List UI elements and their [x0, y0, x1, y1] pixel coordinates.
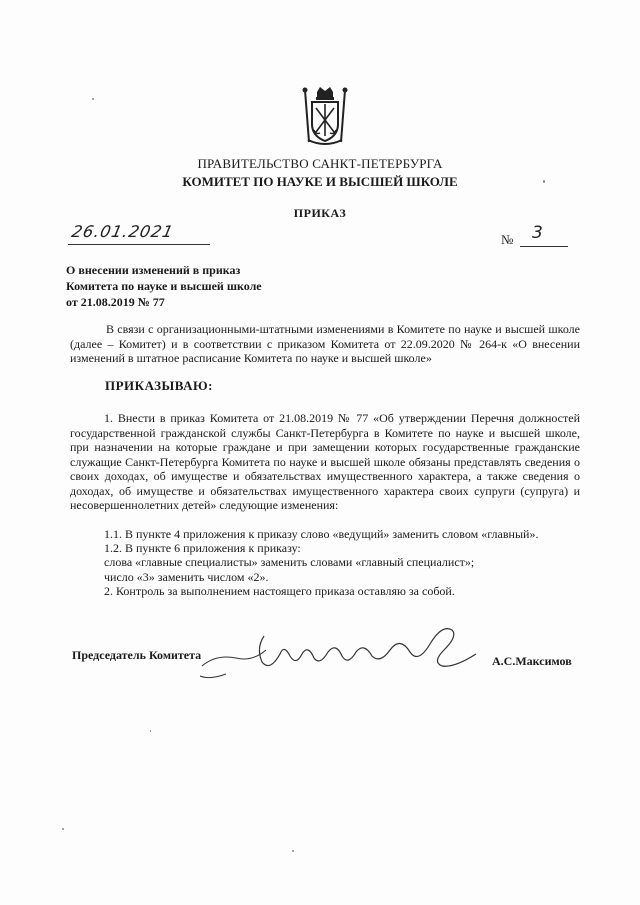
item-1-1: 1.1. В пункте 4 приложения к приказу слово «ведущий» заменить словом «главный».: [104, 527, 539, 541]
signatory-name: А.С.Максимов: [492, 654, 572, 668]
item-1-paragraph: 1. Внести в приказ Комитета от 21.08.2019 № 77 «Об утверждении Перечня должностей государственной гражданской службы Санкт-Петербурга в Комитете по науке и высшей школе, при назначении на которые граждане и при замещении которых государственные гражданские служащие Санкт-Петербурга Комитета по науке и высшей школе обязаны представлять сведения о своих доходах, об имуществе и обязательствах имущественного характера, а также сведения о доходах, об имуществе и обязательствах имущественного характера своих супруги (супруга) и несовершеннолетних детей» следующие изменения:: [70, 411, 580, 512]
date-field: [68, 224, 210, 245]
number-field: [520, 223, 568, 247]
coat-of-arms-icon: [300, 86, 350, 148]
item-2: 2. Контроль за выполнением настоящего приказа оставляю за собой.: [104, 583, 455, 598]
item-1-2: 1.2. В пункте 6 приложения к приказу:: [104, 541, 301, 556]
order-heading: ПРИКАЗЫВАЮ:: [105, 378, 213, 393]
amendment-list: [70, 527, 590, 598]
scan-speck: [62, 828, 64, 830]
scan-speck: [292, 850, 294, 852]
number-label: №: [501, 232, 514, 247]
scan-speck: [92, 98, 94, 100]
signatory-position: Председатель Комитета: [72, 648, 202, 662]
handwritten-number: 3: [532, 223, 543, 243]
government-title: ПРАВИТЕЛЬСТВО САНКТ-ПЕТЕРБУРГА: [197, 156, 443, 171]
subject-line-2: Комитета по науке и высшей школе: [66, 279, 262, 293]
document-subject: [66, 262, 262, 310]
item-1-2-a: слова «главные специалисты» заменить словами «главный специалист»;: [104, 555, 475, 570]
scan-speck: [150, 730, 151, 732]
document-type: ПРИКАЗ: [293, 206, 347, 220]
subject-line-3: от 21.08.2019 № 77: [66, 295, 165, 309]
subject-line-1: О внесении изменений в приказ: [66, 263, 241, 277]
item-1-2-b: число «3» заменить числом «2».: [104, 569, 269, 584]
committee-title: КОМИТЕТ ПО НАУКЕ И ВЫСШЕЙ ШКОЛЕ: [182, 174, 458, 189]
handwritten-date: 26.01.2021: [69, 222, 176, 241]
intro-paragraph: В связи с организационными-штатными изменениями в Комитете по науке и высшей школе (далее – Комитет) и в соответствии с приказом Комитета от 22.09.2020 № 264-к «О внесении изменений в штатное расписание Комитета по науке и высшей школе»: [70, 322, 580, 365]
scan-speck: [543, 180, 545, 183]
handwritten-signature: [196, 614, 486, 686]
